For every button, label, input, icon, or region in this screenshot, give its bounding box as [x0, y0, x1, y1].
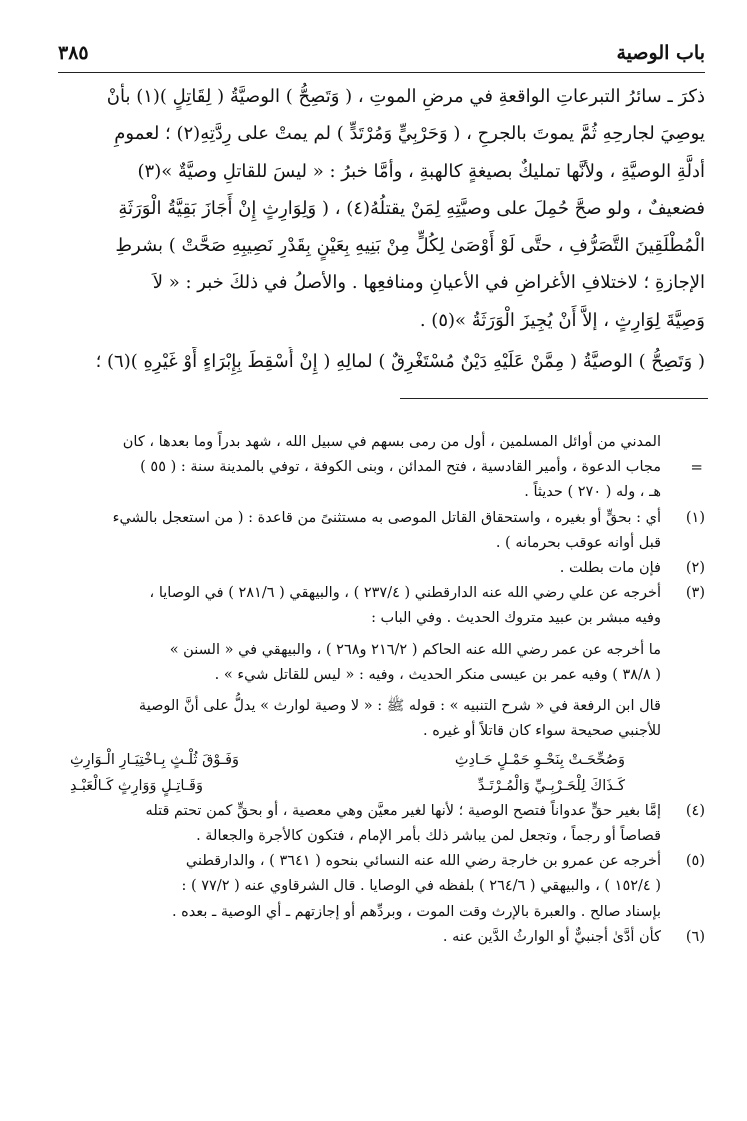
main-line: أدلَّةِ الوصيَّةِ ، ولأنَّها تمليكٌ بصيغةٍ كالهبةِ ، وأمَّا خبرُ : « ليسَ للقاتلِ وصيَّةٌ »(٣) — [137, 160, 705, 182]
footnote-number: (١) — [685, 509, 705, 526]
footnote-line: قصاصاً أو رجماً ، وتجعل لمن يباشر ذلك بأمر الإمام ، فتكون كالأجرة والجعالة . — [196, 828, 661, 845]
verse-line — [50, 748, 661, 773]
footnote-line: المدني من أوائل المسلمين ، أول من رمى بسهم في سبيل الله ، شهد بدراً وما بعدها ، كان — [122, 434, 661, 450]
footnote-line: كأن أدَّىٰ أجنبيٌّ أو الوارثُ الدَّين عنه . — [442, 928, 661, 945]
verse-hemistich: وَفَـوْقَ ثُلْـثٍ بِـاخْتِيَـارِ الْـوَارِثِ — [70, 752, 240, 769]
main-line: فضعيفٌ ، ولو صحَّ حُمِلَ على وصيَّتِهِ لِمَنْ يقتلُهُ(٤) ، ( وَلِوَارِثٍ إِنْ أَجَازَ بَقِيَّةُ الْوَرَثَةِ — [118, 197, 705, 219]
poem-verses — [50, 748, 705, 798]
footnote-line: للأجنبي صحيحة سواء كان قاتلاً أو غيره . — [422, 723, 661, 740]
header-rule — [58, 72, 705, 73]
footnote-line: أخرجه عن عمرو بن خارجة رضي الله عنه النسائي بنحوه ( ٣٦٤١ ) ، والدارقطني — [185, 853, 661, 870]
footnote-continuation — [50, 430, 705, 506]
footnote-number: (٦) — [685, 928, 705, 945]
footnote-1 — [50, 506, 705, 556]
footnote-line: فإن مات بطلت . — [559, 560, 661, 577]
page-number: ٣٨٥ — [58, 42, 89, 64]
footnote-line: أي : بحقٍّ أو بغيره ، واستحقاق القاتل الموصى به مستثنىً من قاعدة : ( من استعجل بالشيء — [112, 509, 661, 526]
footnote-separator — [400, 398, 708, 399]
footnote-line: هـ ، وله ( ٢٧٠ ) حديثاً . — [524, 484, 661, 501]
continuation-mark: = — [690, 458, 703, 476]
verse-hemistich: كَـذَاكَ لِلْحَـرْبِـيِّ وَالْمُـرْتَـدِّ — [477, 777, 625, 794]
footnote-number: (٤) — [685, 802, 705, 819]
matn-line: ( وَتَصِحُّ ) الوصيَّةُ ( مِمَّنْ عَلَيْهِ دَيْنٌ مُسْتَغْرِقٌ ) لمالِهِ ( إِنْ أُسْقِطَ بِإِبْرَاءٍ أَوْ غَيْرِهِ )(٦) ؛ — [95, 351, 705, 372]
footnote-line: ما أخرجه عن عمر رضي الله عنه الحاكم ( ٢١٦/٢ و٢٦٨ ) ، والبيهقي في « السنن » — [169, 641, 661, 658]
main-line: ذكرَ ـ سائرُ التبرعاتِ الواقعةِ في مرضِ الموتِ ، ( وَتَصِحُّ ) الوصيَّةُ ( لِقَاتِلٍ )(١) بأنْ — [106, 86, 705, 107]
footnote-4 — [50, 799, 705, 849]
footnote-line: وفيه مبشر بن عبيد متروك الحديث . وفي الباب : — [371, 610, 661, 627]
footnotes — [50, 430, 705, 950]
running-header — [58, 38, 705, 68]
verse-hemistich: وَقَـاتِـلٍ وَوَارِثٍ كَـالْعَبْـدِ — [70, 777, 203, 794]
footnote-3 — [50, 581, 705, 631]
footnote-number: (٣) — [685, 585, 705, 602]
main-line: الْمُطْلَقِينَ التَّصَرُّفِ ، حتَّى لَوْ أَوْصَىٰ لِكُلٍّ مِنْ بَنِيهِ بِعَيْنٍ بِقَدْرِ نَصِيبِهِ صَحَّتْ ) بشرطِ — [115, 235, 705, 257]
footnote-3-paragraph — [50, 694, 705, 744]
verse-line — [50, 774, 661, 799]
footnote-2 — [50, 556, 705, 581]
footnote-3-paragraph — [50, 638, 705, 688]
footnote-line: ( ٣٨/٨ ) وفيه عمر بن عيسى منكر الحديث ، وفيه : « ليس للقاتل شيء » . — [214, 666, 661, 683]
footnote-line: قبل أوانه عوقب بحرمانه ) . — [495, 534, 661, 551]
main-line: الإجازةِ ؛ لاختلافِ الأغراضِ في الأعيانِ ومنافعِها . والأصلُ في ذلكَ خبر : « لاَ — [152, 272, 705, 294]
footnote-line: ( ١٥٢/٤ ) ، والبيهقي ( ٢٦٤/٦ ) بلفظه في الوصايا . قال الشرقاوي عنه ( ٧٧/٢ ) : — [181, 878, 661, 895]
footnote-5 — [50, 849, 705, 925]
footnote-line: قال ابن الرفعة في « شرح التنبيه » : قوله ﷺ : « لا وصية لوارث » يدلُّ على أنَّ الوصية — [138, 698, 661, 715]
main-text — [58, 78, 705, 339]
footnote-6 — [50, 925, 705, 950]
main-line: يوصِيَ لجارحِهِ ثُمَّ يموتَ بالجرحِ ، ( وَحَرْبِيٍّ وَمُرْتَدٍّ ) لم يمتْ على رِدَّتِهِ(٢) ؛ لعمومِ — [114, 123, 705, 145]
footnote-line: أخرجه عن علي رضي الله عنه الدارقطني ( ٢٣٧/٤ ) ، والبيهقي ( ٢٨١/٦ ) في الوصايا ، — [149, 585, 661, 602]
verse-hemistich: وَصُحِّحَـتْ بِنَحْـوِ حَمْـلٍ حَـادِثِ — [454, 752, 625, 769]
footnote-line: مجاب الدعوة ، وأمير القادسية ، فتح المدائن ، وبنى الكوفة ، توفي بالمدينة سنة : ( ٥٥ ) — [140, 459, 661, 476]
footnote-number: (٥) — [685, 853, 705, 870]
footnote-line: إمَّا بغير حقٍّ عدواناً فتصح الوصية ؛ لأنها لغير معيَّن وهي معصية ، أو بحقٍّ كمن تحتم قتله — [145, 802, 661, 819]
chapter-title: باب الوصية — [616, 42, 705, 64]
footnote-line: بإسناد صالح . والعبرة بالإرث وقت الموت ، وبردِّهم أو إجازتهم ـ أي الوصية ـ بعده . — [171, 903, 661, 920]
main-line: وَصِيَّةَ لِوَارِثٍ ، إلاَّ أَنْ يُجِيزَ الْوَرَثَةُ »(٥) . — [419, 309, 705, 331]
footnote-number: (٢) — [685, 560, 705, 577]
